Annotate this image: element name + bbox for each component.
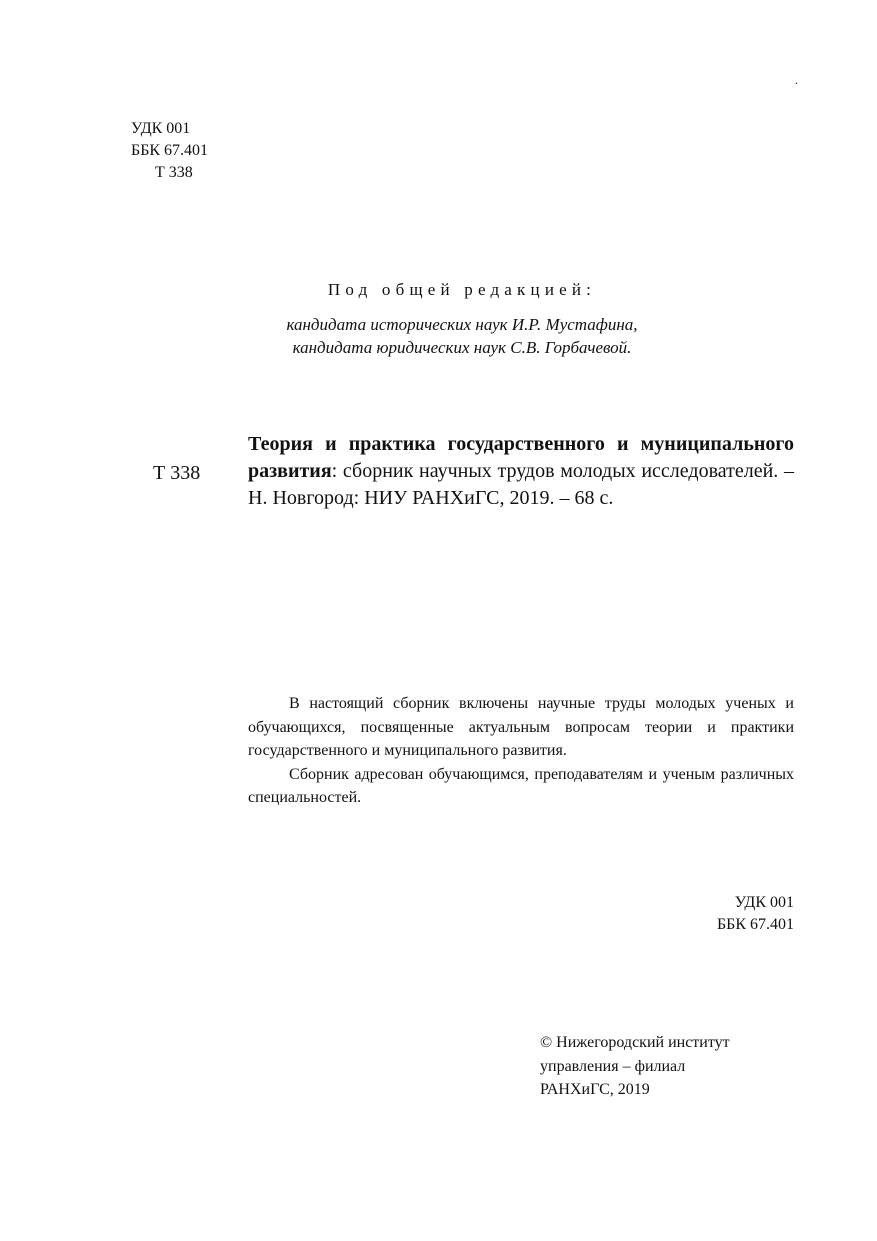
editor-line: кандидата юридических наук С.В. Горбачевой. <box>292 338 632 357</box>
classification-codes-bottom <box>594 892 794 936</box>
annotation-paragraph: Сборник адресован обучающимся, преподавателям и ученым различных специальностей. <box>248 765 794 806</box>
author-sign: Т 338 <box>155 164 193 181</box>
copyright-line: управления – филиал <box>540 1057 686 1075</box>
annotation <box>248 692 794 810</box>
corner-mark: . <box>795 73 798 87</box>
udk-code: УДК 001 <box>734 894 794 911</box>
book-title: Теория и практика государственного и муниципального развития <box>248 433 794 482</box>
bbk-code: ББК 67.401 <box>716 916 794 933</box>
editors-list <box>248 313 676 359</box>
annotation-paragraph: В настоящий сборник включены научные труды молодых ученых и обучающихся, посвященные актуальным вопросам теории и практики государственного и муниципального развития. <box>248 695 794 759</box>
copyright-line: РАНХиГС, 2019 <box>540 1081 650 1098</box>
editors-heading: Под общей редакцией: <box>327 280 597 299</box>
copyright-notice <box>540 1031 794 1102</box>
bbk-code: ББК 67.401 <box>131 142 209 159</box>
classification-codes-top <box>131 118 208 184</box>
editor-line: кандидата исторических наук И.Р. Мустафина, <box>286 315 638 334</box>
udk-code: УДК 001 <box>131 120 191 137</box>
bibliographic-entry <box>248 431 794 512</box>
copyright-line: © Нижегородский институт <box>540 1034 730 1051</box>
book-description: : сборник научных трудов молодых исследователей. – Н. Новгород: НИУ РАНХиГС, 2019. – 68 с. <box>248 460 794 509</box>
bib-author-sign: Т 338 <box>153 462 201 484</box>
